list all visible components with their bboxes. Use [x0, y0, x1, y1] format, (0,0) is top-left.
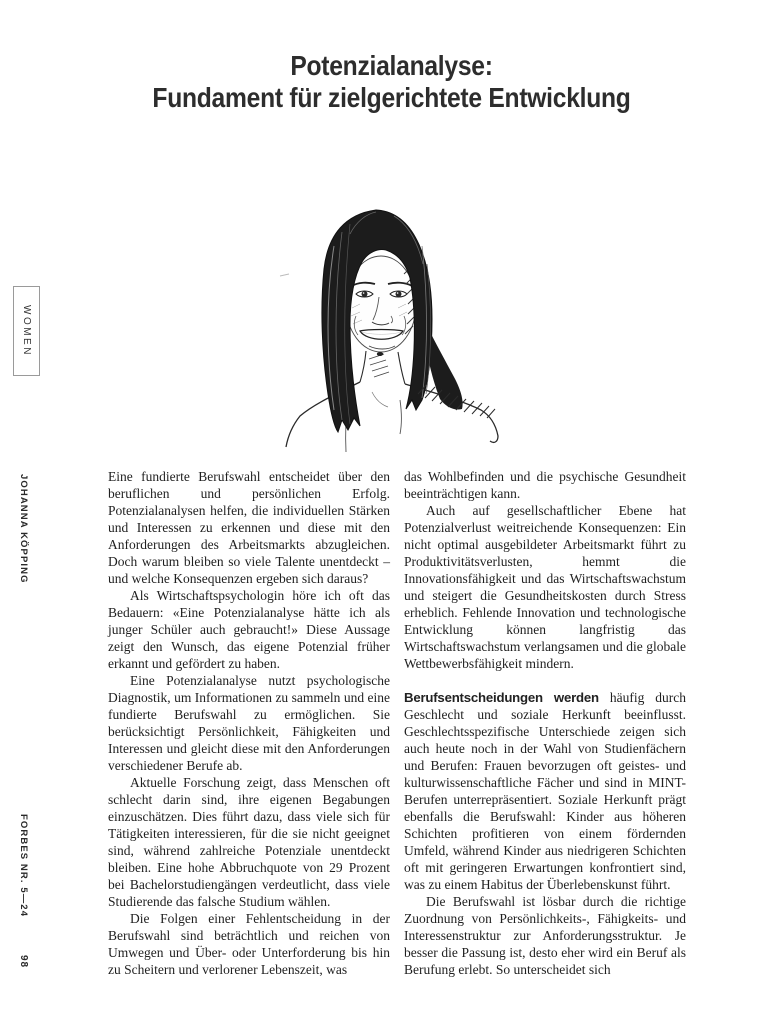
paragraph-lead-rest: häufig durch Geschlecht und soziale Herkunft beeinflusst. Geschlechtsspezifische Unterschiede zeigen sich auch heute noch in der Wahl von Studienfächern und Berufen: Frauen bevorzugen oft geistes- und kulturwissenschaftliche Fächer und sind in MINT-Berufen unterrepräsentiert. Soziale Herkunft prägt ebenfalls die Berufswahl: Kinder aus höheren Schichten profitieren von einem fördernden Umfeld, während Kinder aus niedrigeren Schichten oft mit geringeren Erwartungen konfrontiert sind, was zu einem Habitus der Überlebenskunst führt. — [404, 690, 686, 892]
issue-label: FORBES NR. 5—24 — [18, 814, 29, 918]
page-title-line1: Potenzialanalyse: — [290, 49, 493, 81]
paragraph: Eine Potenzialanalyse nutzt psychologische Diagnostik, um Informationen zu sammeln und eine fundierte Berufswahl zu ermöglichen. Sie berücksichtigt Persönlichkeit, Fähigkeiten und Interessen und gleicht diese mit den Anforderungen verschiedener Berufe ab. — [108, 673, 390, 773]
paragraph: Aktuelle Forschung zeigt, dass Menschen oft schlecht darin sind, ihre eigenen Begabungen einzuschätzen. Dies führt dazu, dass viele sich für Tätigkeiten interessieren, für die sie nicht geeignet sind, während zahlreiche Potenziale unentdeckt bleiben. Eine hohe Abbruchquote von 29 Prozent bei Bachelorstudiengängen verdeutlicht, dass viele Studierende das falsche Studium wählen. — [108, 775, 390, 909]
page-title-line2: Fundament für zielgerichtete Entwicklung — [152, 81, 631, 113]
paragraph: Die Folgen einer Fehlentscheidung in der Berufswahl sind beträchtlich und reichen von Umwegen und Über- oder Unterforderung bis hin zu Scheitern und verlorener Lebenszeit, was — [108, 911, 390, 977]
woman-portrait-illustration — [276, 204, 532, 456]
page-number: 98 — [18, 955, 29, 969]
paragraph: Auch auf gesellschaftlicher Ebene hat Potenzialverlust weitreichende Konsequenzen: Ein nicht optimal ausgebildeter Arbeitsmarkt führt zu Produktivitätsverlusten, hemmt die Innovationsfähigkeit und das Wirtschaftswachstum und steigert die Gesundheitskosten durch Stress erheblich. Fehlende Innovation und technologische Entwicklung können langfristig das Wirtschaftswachstum verlangsamen und die globale Wettbewerbsfähigkeit mindern. — [404, 503, 686, 671]
page-title — [47, 50, 736, 114]
article-column-left — [108, 468, 390, 978]
section-label-box — [13, 286, 40, 376]
paragraph-with-lead — [404, 689, 686, 893]
section-label: WOMEN — [21, 305, 32, 357]
paragraph: Die Berufswahl ist lösbar durch die richtige Zuordnung von Persönlichkeits-, Fähigkeits- und Interessenstruktur zur Anforderungsstruktur. Je besser die Passung ist, desto eher wird ein Beruf als Berufung erlebt. So unterscheidet sich — [404, 894, 686, 977]
author-name: JOHANNA KÖPPING — [18, 474, 29, 584]
woman-portrait-svg — [276, 204, 532, 456]
article-column-right — [404, 468, 686, 978]
paragraph: Als Wirtschaftspsychologin höre ich oft das Bedauern: «Eine Potenzialanalyse hätte ich als junger Schüler auch gebraucht!» Diese Aussage zeigt den Wunsch, das eigene Potenzial früher erkannt und gefördert zu haben. — [108, 588, 390, 671]
paragraph: das Wohlbefinden und die psychische Gesundheit beeinträchtigen kann. — [404, 469, 686, 501]
paragraph-lead-in: Berufsentscheidungen werden — [404, 690, 599, 705]
paragraph: Eine fundierte Berufswahl entscheidet über den beruflichen und persönlichen Erfolg. Potenzialanalysen helfen, die individuellen Stärken und Interessen zu erkennen und diese mit den Anforderungen des Arbeitsmarkts abzugleichen. Doch warum bleiben so viele Talente unentdeckt – und welche Konsequenzen ergeben sich daraus? — [108, 469, 390, 586]
article-body — [108, 468, 686, 978]
